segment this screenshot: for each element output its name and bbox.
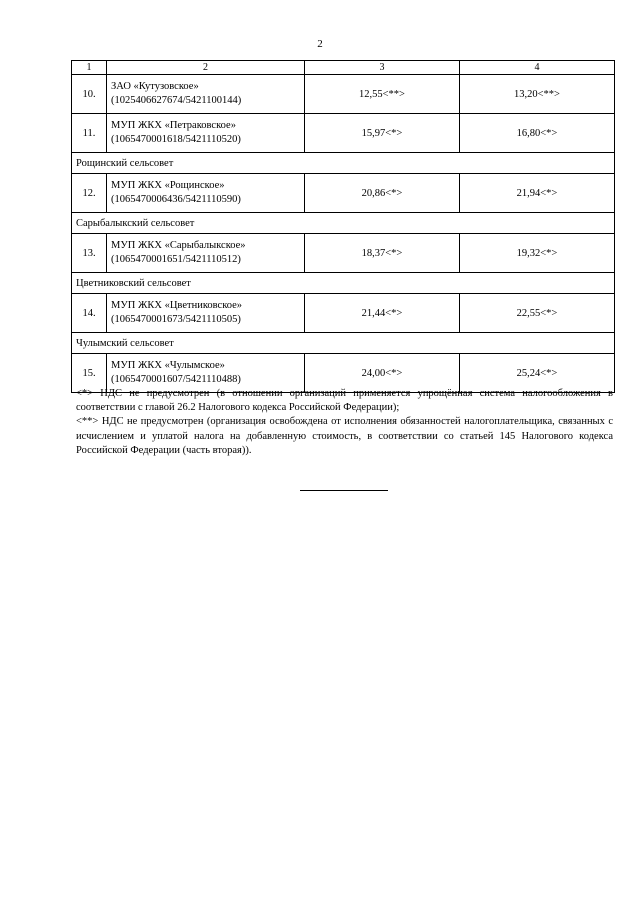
organization-ids: (1065470006436/5421110590) — [111, 194, 241, 205]
tariff-value-col4: 21,94<*> — [460, 174, 615, 213]
tariff-value-col4: 13,20<**> — [460, 75, 615, 114]
organization-name: МУП ЖКХ «Петраковское» — [111, 120, 236, 131]
organization-cell — [107, 234, 305, 273]
row-number: 10. — [72, 75, 107, 114]
section-row — [72, 153, 615, 174]
organization-cell — [107, 75, 305, 114]
tariff-value-col3: 24,00<*> — [305, 354, 460, 393]
table-row — [72, 75, 615, 114]
organization-name: МУП ЖКХ «Сарыбалыкское» — [111, 240, 246, 251]
footnote-single-asterisk: <*> НДС не предусмотрен (в отношении организаций применяется упрощённая система налогообложения в соответствии с главой 26.2 Налогового кодекса Российской Федерации); — [76, 388, 613, 414]
section-row — [72, 333, 615, 354]
organization-cell — [107, 114, 305, 153]
section-row — [72, 213, 615, 234]
organization-cell — [107, 174, 305, 213]
organization-name: МУП ЖКХ «Чулымское» — [111, 360, 225, 371]
tariff-value-col4: 25,24<*> — [460, 354, 615, 393]
footnote-double-asterisk: <**> НДС не предусмотрен (организация освобождена от исполнения обязанностей налогоплательщика, связанных с исчислением и уплатой налога на добавленную стоимость, в соответствии со статьей 145 Налогового кодекса Российской Федерации (часть вторая)). — [76, 416, 613, 456]
tariff-value-col4: 22,55<*> — [460, 294, 615, 333]
tariff-value-col3: 18,37<*> — [305, 234, 460, 273]
section-label: Чулымский сельсовет — [72, 333, 615, 354]
header-cell-1: 1 — [72, 61, 107, 75]
table-row — [72, 174, 615, 213]
tariff-value-col4: 16,80<*> — [460, 114, 615, 153]
table-row — [72, 114, 615, 153]
table-row — [72, 294, 615, 333]
header-cell-2: 2 — [107, 61, 305, 75]
row-number: 13. — [72, 234, 107, 273]
end-separator-line — [300, 490, 388, 491]
organization-ids: (1065470001673/5421110505) — [111, 314, 241, 325]
organization-ids: (1025406627674/5421100144) — [111, 95, 242, 106]
section-row — [72, 273, 615, 294]
footnotes — [76, 387, 613, 458]
row-number: 15. — [72, 354, 107, 393]
tariff-value-col4: 19,32<*> — [460, 234, 615, 273]
row-number: 12. — [72, 174, 107, 213]
section-label: Сарыбалыкский сельсовет — [72, 213, 615, 234]
tariff-value-col3: 21,44<*> — [305, 294, 460, 333]
row-number: 14. — [72, 294, 107, 333]
table-header-row — [72, 61, 615, 75]
tariff-value-col3: 12,55<**> — [305, 75, 460, 114]
tariff-value-col3: 15,97<*> — [305, 114, 460, 153]
header-cell-3: 3 — [305, 61, 460, 75]
organization-ids: (1065470001607/5421110488) — [111, 374, 241, 385]
organization-name: ЗАО «Кутузовское» — [111, 81, 199, 92]
organization-cell — [107, 294, 305, 333]
section-label: Рощинский сельсовет — [72, 153, 615, 174]
table-row — [72, 234, 615, 273]
tariff-table — [71, 60, 615, 393]
section-label: Цветниковский сельсовет — [72, 273, 615, 294]
header-cell-4: 4 — [460, 61, 615, 75]
organization-ids: (1065470001618/5421110520) — [111, 134, 241, 145]
row-number: 11. — [72, 114, 107, 153]
organization-name: МУП ЖКХ «Рощинское» — [111, 180, 225, 191]
organization-name: МУП ЖКХ «Цветниковское» — [111, 300, 243, 311]
tariff-value-col3: 20,86<*> — [305, 174, 460, 213]
organization-ids: (1065470001651/5421110512) — [111, 254, 241, 265]
page-number: 2 — [317, 38, 323, 50]
